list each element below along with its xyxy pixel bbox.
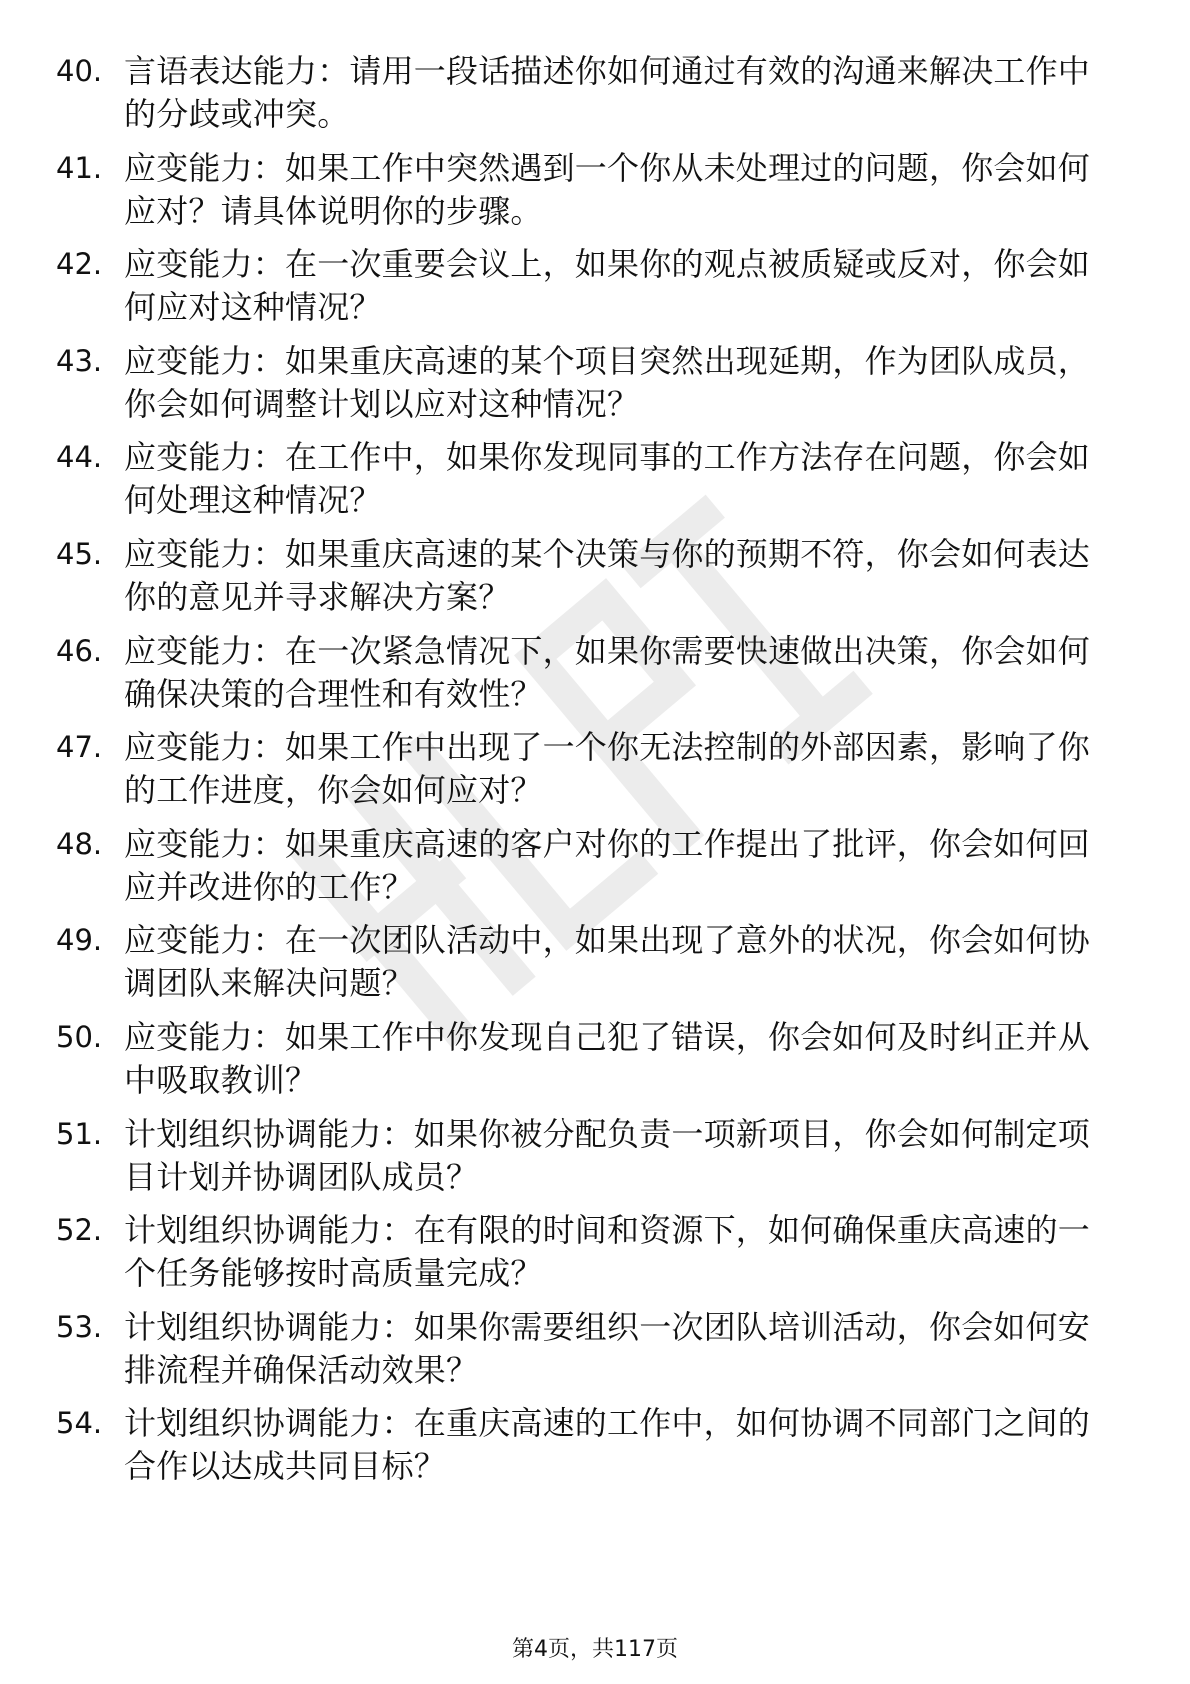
question-text: 应变能力：在一次紧急情况下，如果你需要快速做出决策，你会如何确保决策的合理性和有效性？	[124, 631, 1091, 713]
list-item	[56, 533, 1116, 630]
question-text: 应变能力：如果重庆高速的某个决策与你的预期不符，你会如何表达你的意见并寻求解决方案？	[124, 534, 1091, 616]
list-item	[56, 726, 1116, 823]
question-number: 51.	[56, 1116, 103, 1151]
question-text: 应变能力：如果工作中出现了一个你无法控制的外部因素，影响了你的工作进度，你会如何应对？	[124, 728, 1091, 810]
question-number: 40.	[56, 54, 103, 88]
question-number: 53.	[56, 1309, 103, 1344]
list-item	[56, 340, 1116, 437]
question-text: 应变能力：在工作中，如果你发现同事的工作方法存在问题，你会如何处理这种情况？	[124, 438, 1091, 520]
question-number: 44.	[56, 440, 103, 475]
list-item	[56, 1306, 1116, 1403]
question-text: 应变能力：如果重庆高速的客户对你的工作提出了批评，你会如何回应并改进你的工作？	[124, 824, 1091, 906]
question-number: 42.	[56, 247, 103, 282]
question-number: 43.	[56, 343, 103, 378]
question-text: 言语表达能力：请用一段话描述你如何通过有效的沟通来解决工作中的分歧或冲突。	[124, 52, 1091, 133]
list-item	[56, 630, 1116, 727]
list-item	[56, 436, 1116, 533]
question-text: 计划组织协调能力：如果你被分配负责一项新项目，你会如何制定项目计划并协调团队成员？	[124, 1114, 1091, 1196]
list-item	[56, 1113, 1116, 1210]
question-number: 49.	[56, 923, 103, 958]
question-number: 50.	[56, 1019, 103, 1054]
list-item	[56, 823, 1116, 920]
question-text: 应变能力：在一次团队活动中，如果出现了意外的状况，你会如何协调团队来解决问题？	[124, 921, 1091, 1003]
list-item	[56, 1016, 1116, 1113]
question-text: 应变能力：如果工作中突然遇到一个你从未处理过的问题，你会如何应对？请具体说明你的步骤。	[124, 148, 1091, 230]
list-item	[56, 919, 1116, 1016]
question-number: 47.	[56, 730, 103, 765]
question-number: 52.	[56, 1213, 103, 1248]
question-number: 54.	[56, 1406, 103, 1441]
question-number: 41.	[56, 150, 103, 185]
question-list	[56, 50, 1116, 1499]
question-number: 48.	[56, 826, 103, 861]
list-item	[56, 1402, 1116, 1499]
list-item	[56, 1209, 1116, 1306]
question-text: 应变能力：如果重庆高速的某个项目突然出现延期，作为团队成员，你会如何调整计划以应对这种情况？	[124, 341, 1091, 423]
list-item	[56, 243, 1116, 340]
question-text: 计划组织协调能力：如果你需要组织一次团队培训活动，你会如何安排流程并确保活动效果？	[124, 1307, 1091, 1389]
question-text: 应变能力：在一次重要会议上，如果你的观点被质疑或反对，你会如何应对这种情况？	[124, 245, 1091, 327]
question-text: 应变能力：如果工作中你发现自己犯了错误，你会如何及时纠正并从中吸取教训？	[124, 1017, 1091, 1099]
page-number-footer: 第4页，共117页	[512, 1637, 678, 1662]
question-number: 46.	[56, 633, 103, 668]
question-text: 计划组织协调能力：在有限的时间和资源下，如何确保重庆高速的一个任务能够按时高质量完成？	[124, 1211, 1091, 1293]
list-item	[56, 50, 1116, 147]
question-text: 计划组织协调能力：在重庆高速的工作中，如何协调不同部门之间的合作以达成共同目标？	[124, 1404, 1091, 1486]
list-item	[56, 147, 1116, 244]
question-number: 45.	[56, 536, 103, 571]
